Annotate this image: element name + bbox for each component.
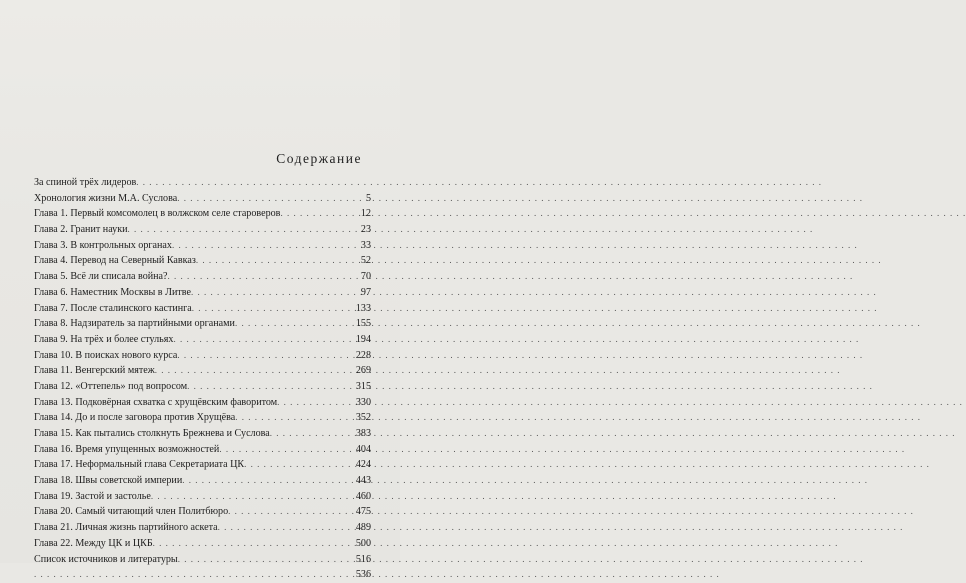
toc-entry-page: 133 bbox=[355, 302, 371, 314]
toc-entry-title: Глава 2. Гранит науки bbox=[34, 224, 128, 236]
toc-entry-page: 424 bbox=[355, 459, 371, 471]
toc-entry-title: Глава 10. В поисках нового курса bbox=[34, 349, 178, 361]
toc-leader-dots bbox=[191, 285, 360, 301]
toc-entry bbox=[34, 301, 371, 317]
toc-leader-dots bbox=[235, 410, 355, 426]
toc-entry bbox=[34, 222, 371, 238]
toc-leader-dots bbox=[155, 363, 355, 379]
toc-entry bbox=[34, 363, 371, 379]
toc-entry-page: 516 bbox=[355, 553, 371, 565]
toc-leader-dots bbox=[182, 473, 355, 489]
toc-leader-dots bbox=[168, 269, 360, 285]
toc-leader-dots bbox=[187, 379, 355, 395]
toc-entry-page: 315 bbox=[355, 380, 371, 392]
toc-entry-title: Глава 11. Венгерский мятеж bbox=[34, 365, 155, 377]
toc-entry-page: 383 bbox=[355, 428, 371, 439]
toc-leader-dots bbox=[277, 395, 355, 411]
toc-entry bbox=[34, 379, 371, 395]
toc-entry-page: 330 bbox=[355, 396, 371, 408]
toc-entry bbox=[34, 238, 371, 254]
toc-leader-dots bbox=[244, 457, 355, 473]
toc-entry-title: Глава 9. На трёх и более стульях bbox=[34, 333, 174, 345]
toc-entry-title: Хронология жизни М.А. Суслова bbox=[34, 192, 178, 204]
toc-entry-page: 70 bbox=[360, 271, 371, 283]
toc-entry bbox=[34, 457, 371, 473]
toc-entry bbox=[34, 426, 371, 442]
toc-entry-title: Глава 5. Всё ли списала война? bbox=[34, 271, 168, 283]
toc-entry bbox=[34, 206, 371, 222]
toc-leader-dots bbox=[172, 238, 360, 254]
toc-entry-title: За спиной трёх лидеров bbox=[34, 177, 137, 188]
toc-entry bbox=[34, 520, 371, 536]
toc-entry bbox=[34, 191, 371, 207]
toc-entry-page: 536 bbox=[355, 569, 371, 581]
toc-leader-dots bbox=[136, 175, 370, 191]
toc-entry-title: Глава 19. Застой и застолье bbox=[34, 490, 151, 502]
toc-entry bbox=[34, 285, 371, 301]
toc-entry-page: 33 bbox=[360, 239, 371, 251]
toc-entry-title: Глава 17. Неформальный глава Секретариата ЦК bbox=[34, 459, 245, 471]
toc-entry-title: Глава 13. Подковёрная схватка с хрущёвским фаворитом bbox=[34, 396, 278, 408]
toc-entry-title: Глава 15. Как пытались столкнуть Брежнева и Суслова bbox=[34, 428, 270, 439]
toc-entry-page: 97 bbox=[360, 286, 371, 298]
toc-entry-title: Глава 4. Перевод на Северный Кавказ bbox=[34, 255, 196, 267]
toc-entry-title: Глава 8. Надзиратель за партийными органами bbox=[34, 318, 235, 330]
toc-entry bbox=[34, 348, 371, 364]
toc-entry-title: Глава 6. Наместник Москвы в Литве bbox=[34, 286, 191, 298]
toc-leader-dots bbox=[270, 426, 355, 442]
toc-entry-page: 460 bbox=[355, 490, 371, 502]
toc-entry bbox=[34, 395, 371, 411]
toc-leader-dots bbox=[177, 348, 355, 364]
toc-entry bbox=[34, 489, 371, 505]
toc-entry bbox=[34, 269, 371, 285]
toc-entry-title: Глава 3. В контрольных органах bbox=[34, 239, 172, 251]
toc-entry bbox=[34, 536, 371, 552]
toc-entry bbox=[34, 504, 371, 520]
toc-entry bbox=[34, 473, 371, 489]
toc-entry-page: 500 bbox=[355, 537, 371, 549]
toc-entry bbox=[34, 410, 371, 426]
toc-entry-page: 23 bbox=[360, 224, 371, 236]
toc-entry-title: Глава 18. Швы советской империи bbox=[34, 475, 183, 487]
toc-leader-dots bbox=[219, 442, 355, 458]
toc-leader-dots bbox=[196, 253, 360, 269]
toc-entry bbox=[34, 552, 371, 568]
toc-entry bbox=[34, 175, 371, 191]
toc-entry-title: Глава 21. Личная жизнь партийного аскета bbox=[34, 522, 218, 534]
toc-entry bbox=[34, 567, 371, 583]
toc-entry-page: 12 bbox=[360, 208, 371, 220]
toc-leader-dots bbox=[153, 536, 355, 552]
toc-leader-dots bbox=[280, 206, 359, 222]
table-of-contents bbox=[34, 175, 371, 583]
toc-entry-page: 5 bbox=[365, 192, 371, 204]
toc-leader-dots bbox=[173, 332, 354, 348]
toc-entry-title: Глава 16. Время упущенных возможностей bbox=[34, 443, 220, 455]
toc-entry bbox=[34, 332, 371, 348]
toc-entry bbox=[34, 442, 371, 458]
toc-leader-dots bbox=[228, 504, 355, 520]
toc-entry-title: Список источников и литературы bbox=[34, 553, 178, 565]
toc-entry-title: Глава 7. После сталинского кастинга bbox=[34, 302, 192, 314]
toc-leader-dots bbox=[34, 567, 355, 583]
toc-entry-page: 194 bbox=[355, 333, 371, 345]
toc-entry bbox=[34, 253, 371, 269]
toc-entry-page: 404 bbox=[355, 443, 371, 455]
toc-entry bbox=[34, 316, 371, 332]
toc-entry-page: 52 bbox=[360, 255, 371, 267]
toc-leader-dots bbox=[177, 191, 365, 207]
toc-entry-title: Глава 14. До и после заговора против Хрущёва bbox=[34, 412, 236, 424]
toc-entry-page: 228 bbox=[355, 349, 371, 361]
toc-entry-page: 489 bbox=[355, 522, 371, 534]
toc-entry-title: Глава 12. «Оттепель» под вопросом bbox=[34, 380, 188, 392]
book-page bbox=[0, 0, 400, 581]
toc-leader-dots bbox=[235, 316, 355, 332]
toc-leader-dots bbox=[178, 552, 355, 568]
toc-leader-dots bbox=[192, 301, 355, 317]
toc-entry-page: 269 bbox=[355, 365, 371, 377]
toc-entry-page: 475 bbox=[355, 506, 371, 518]
toc-entry-title: Глава 22. Между ЦК и ЦКБ bbox=[34, 537, 153, 549]
toc-entry-title: Глава 20. Самый читающий член Политбюро bbox=[34, 506, 229, 518]
toc-entry-title: Глава 1. Первый комсомолец в волжском селе староверов bbox=[34, 208, 281, 220]
toc-leader-dots bbox=[151, 489, 355, 505]
toc-leader-dots bbox=[128, 222, 360, 238]
toc-entry-page: 155 bbox=[355, 318, 371, 330]
toc-entry-page: 443 bbox=[355, 475, 371, 487]
toc-leader-dots bbox=[218, 520, 355, 536]
toc-entry-page: 352 bbox=[355, 412, 371, 424]
page-title: Содержание bbox=[276, 151, 362, 166]
